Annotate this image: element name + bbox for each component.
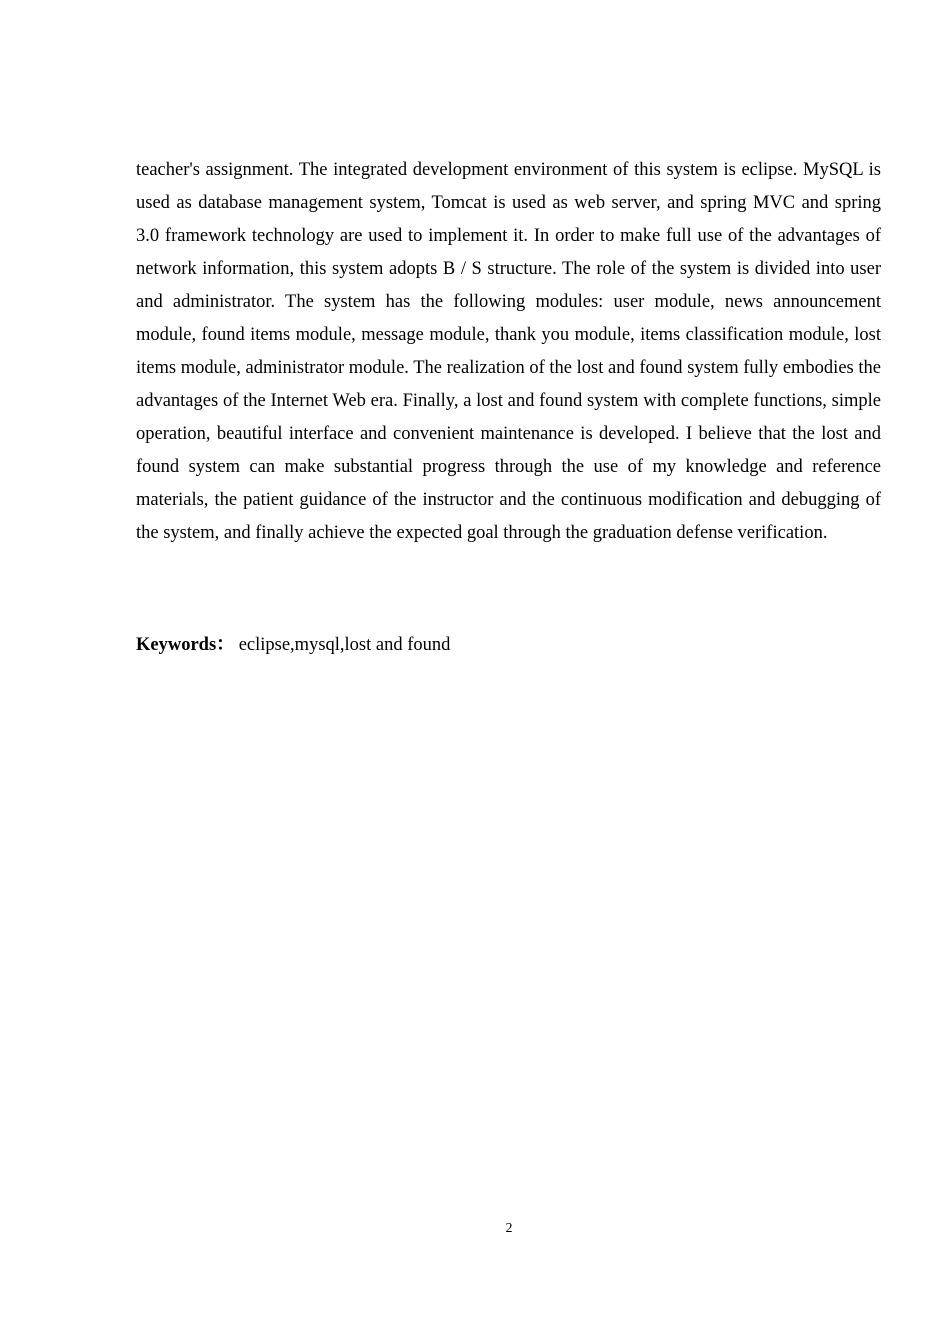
keywords-separator: ： bbox=[216, 635, 235, 655]
keywords-value: eclipse,mysql,lost and found bbox=[238, 635, 451, 655]
keywords-line bbox=[136, 629, 881, 662]
keywords-label: Keywords bbox=[136, 635, 217, 655]
page-number: 2 bbox=[505, 1221, 513, 1236]
abstract-paragraph: teacher's assignment. The integrated development environment of this system is eclipse. MySQL is used as database management system, Tomcat is used as web server, and spring MVC and spring 3.0 framework technology are used to implement it. In order to make full use of the advantages of network information, this system adopts B / S structure. The role of the system is divided into user and administrator. The system has the following modules: user module, news announcement module, found items module, message module, thank you module, items classification module, lost items module, administrator module. The realization of the lost and found system fully embodies the advantages of the Internet Web era. Finally, a lost and found system with complete functions, simple operation, beautiful interface and convenient maintenance is developed. I believe that the lost and found system can make substantial progress through the use of my knowledge and reference materials, the patient guidance of the instructor and the continuous modification and debugging of the system, and finally achieve the expected goal through the graduation defense verification. bbox=[136, 160, 881, 543]
